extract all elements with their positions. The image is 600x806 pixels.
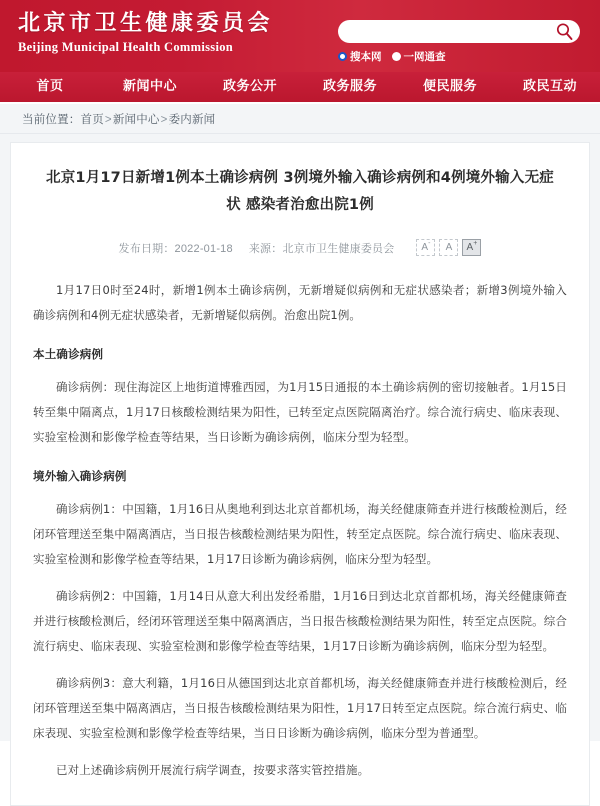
search-scope-label-local: 搜本网 [350,51,382,63]
article-paragraph-summary: 1月17日0时至24时，新增1例本土确诊病例，无新增疑似病例和无症状感染者；新增3例境外输入确诊病例和4例无症状感染者，无新增疑似病例。治愈出院1例。 [33,283,567,322]
font-decrease-sup: - [428,239,431,247]
publish-date [119,240,233,256]
nav-item-home[interactable]: 首页 [36,79,64,94]
search-button[interactable] [555,22,574,41]
nav-item-affairs-open[interactable]: 政务公开 [222,79,277,94]
page-body [0,134,600,777]
search-scope-option-network[interactable] [392,49,446,64]
article-content [33,278,567,783]
font-increase-sup: + [473,239,478,247]
article-paragraph-case-2: 确诊病例2：中国籍，1月14日从意大利出发经希腊，1月16日到达北京首都机场，海关经健康筛查并进行核酸检测后，经闭环管理送至集中隔离酒店，当日报告核酸检测结果为阳性，转至定点医院。综合流行病史、临床表现、实验室检测和影像学检查等结果，1月17日诊断为确诊病例，临床分型为轻型。 [33,589,567,653]
breadcrumb-separator-1: > [104,113,112,126]
search-area [338,20,580,64]
source-label: 来源： [248,242,283,255]
article-source [249,240,395,256]
article-paragraph-case-3: 确诊病例3：意大利籍，1月16日从德国到达北京首都机场，海关经健康筛查并进行核酸检测后，经闭环管理送至集中隔离酒店，当日报告核酸检测结果为阳性，1月17日转至定点医院。综合流行病史、临床表现、实验室检测和影像学检查等结果，当日日诊断为确诊病例，临床分型为普通型。 [33,676,567,740]
breadcrumb-item-home[interactable]: 首页 [80,113,104,126]
font-normal-button[interactable] [439,239,458,256]
breadcrumb-separator-2: > [160,113,168,126]
article-subheading-imported: 境外输入确诊病例 [33,469,127,483]
article-paragraph-case-1: 确诊病例1：中国籍，1月16日从奥地利到达北京首都机场，海关经健康筛查并进行核酸检测后，经闭环管理送至集中隔离酒店，当日报告核酸检测结果为阳性，转至定点医院。综合流行病史、临床表现、实验室检测和影像学检查等结果，1月17日诊断为确诊病例，临床分型为轻型。 [33,502,567,566]
logo-title-en: Beijing Municipal Health Commission [18,40,234,54]
font-decrease-label: A [421,242,429,253]
article-card [10,142,590,806]
search-scope-option-local[interactable] [338,49,382,64]
nav-item-news[interactable]: 新闻中心 [122,79,177,94]
breadcrumb-item-news[interactable]: 新闻中心 [112,113,160,126]
search-scope-label-network: 一网通查 [403,51,446,63]
search-icon [555,22,574,41]
site-header [0,0,600,72]
article-paragraph-local-case: 确诊病例：现住海淀区上地街道博雅西园，为1月15日通报的本土确诊病例的密切接触者。1月15日转至集中隔离点，1月17日核酸检测结果为阳性，已转至定点医院隔离治疗。综合流行病史、临床表现、实验室检测和影像学检查等结果，当日诊断为确诊病例，临床分型为轻型。 [33,380,567,444]
main-navigation [0,72,600,104]
nav-item-affairs-service[interactable]: 政务服务 [322,79,377,94]
article-subheading-local: 本土确诊病例 [33,347,104,361]
font-size-controls [416,239,481,256]
search-input[interactable] [348,20,548,43]
publish-date-value: 2022-01-18 [174,242,233,255]
publish-date-label: 发布日期： [118,242,175,255]
breadcrumb-bar [0,104,600,134]
article-meta [33,239,567,256]
font-increase-label: A [466,242,474,253]
logo-title-cn: 北京市卫生健康委员会 [18,11,274,36]
page-title: 北京1月17日新增1例本土确诊病例 3例境外输入确诊病例和4例境外输入无症状 感染者治愈出院1例 [46,170,554,213]
font-normal-label: A [445,242,453,253]
nav-item-interaction[interactable]: 政民互动 [522,79,577,94]
source-value: 北京市卫生健康委员会 [282,242,395,255]
radio-unchecked-icon [392,52,401,61]
font-decrease-button[interactable] [416,239,435,256]
breadcrumb [0,111,215,127]
article-paragraph-closing: 已对上述确诊病例开展流行病学调查，按要求落实管控措施。 [56,763,370,777]
breadcrumb-item-internal-news[interactable]: 委内新闻 [168,113,216,126]
font-increase-button[interactable] [462,239,481,256]
search-box[interactable] [338,20,580,43]
nav-item-public-service[interactable]: 便民服务 [422,79,477,94]
site-logo[interactable] [18,11,273,55]
search-scope-options [338,49,580,64]
radio-checked-icon [338,52,347,61]
breadcrumb-prefix: 当前位置： [22,113,81,126]
